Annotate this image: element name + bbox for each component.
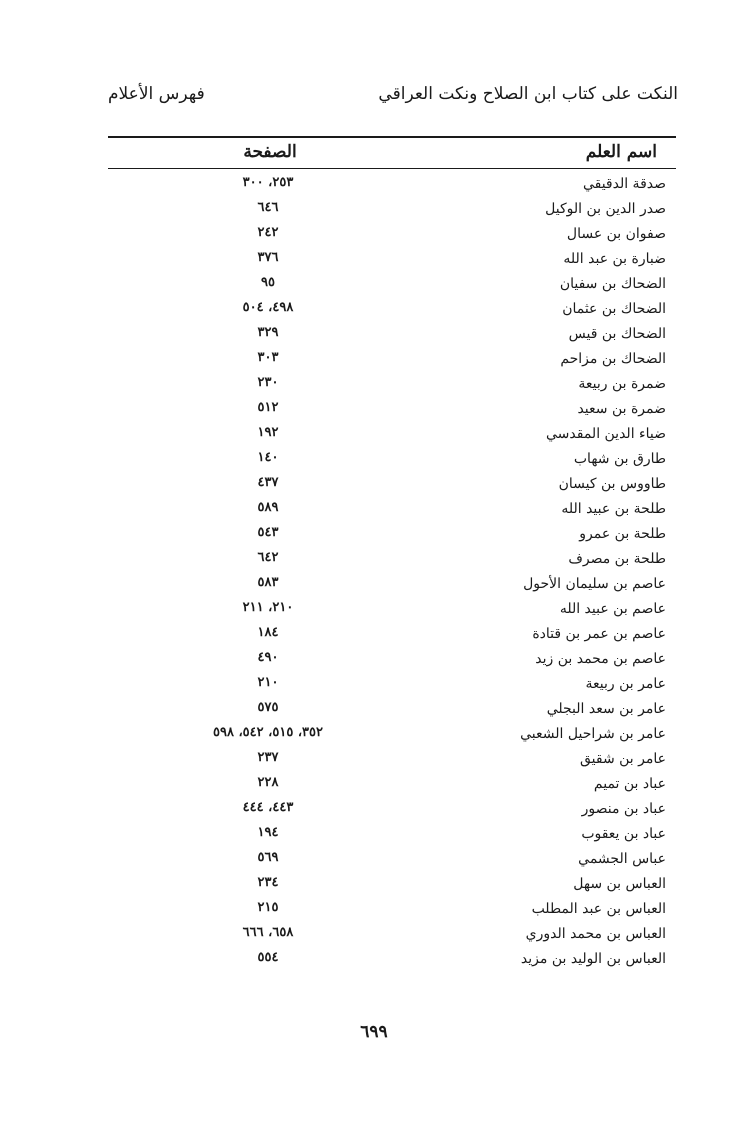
entry-pages: ٦٥٨، ٦٦٦ <box>242 925 294 940</box>
table-row <box>108 697 676 722</box>
table-row <box>108 822 676 847</box>
table-row <box>108 672 676 697</box>
entry-pages: ١٩٤ <box>257 825 279 840</box>
table-row <box>108 497 676 522</box>
table-row <box>108 472 676 497</box>
entry-pages: ٥٨٩ <box>257 500 279 515</box>
table-top-rule <box>108 136 676 138</box>
table-row <box>108 872 676 897</box>
entry-pages: ٥١٢ <box>257 400 279 415</box>
table-row <box>108 347 676 372</box>
entry-name: عامر بن سعد البجلي <box>546 701 666 717</box>
entry-name: ضياء الدين المقدسي <box>546 426 666 442</box>
table-row <box>108 447 676 472</box>
entry-name: عاصم بن عمر بن قتادة <box>532 626 666 642</box>
index-table <box>108 172 676 972</box>
entry-name: عاصم بن سليمان الأحول <box>523 576 666 592</box>
table-row <box>108 647 676 672</box>
table-row <box>108 622 676 647</box>
entry-pages: ٣٢٩ <box>257 325 279 340</box>
page-number: ٦٩٩ <box>360 1022 388 1042</box>
entry-name: ضمرة بن سعيد <box>577 401 666 417</box>
entry-name: طاووس بن كيسان <box>558 476 666 492</box>
table-row <box>108 797 676 822</box>
table-row <box>108 597 676 622</box>
entry-name: عباد بن منصور <box>581 801 666 817</box>
entry-pages: ١٩٢ <box>257 425 279 440</box>
entry-name: صدر الدين بن الوكيل <box>545 201 666 217</box>
section-title: فهرس الأعلام <box>108 84 205 104</box>
entry-name: عباد بن يعقوب <box>581 826 666 842</box>
entry-pages: ١٤٠ <box>257 450 279 465</box>
name-column-header: اسم العلم <box>585 142 657 162</box>
entry-name: عاصم بن محمد بن زيد <box>535 651 666 667</box>
table-row <box>108 272 676 297</box>
entry-pages: ٢٥٣، ٣٠٠ <box>242 175 294 190</box>
entry-pages: ٤٤٣، ٤٤٤ <box>242 800 294 815</box>
table-row <box>108 847 676 872</box>
entry-pages: ٢١٠ <box>257 675 279 690</box>
entry-pages: ٤٩٠ <box>257 650 279 665</box>
table-row <box>108 172 676 197</box>
running-header <box>108 84 678 112</box>
entry-name: عامر بن ربيعة <box>585 676 666 692</box>
table-row <box>108 922 676 947</box>
table-row <box>108 522 676 547</box>
entry-name: الضحاك بن سفيان <box>559 276 666 292</box>
entry-name: صفوان بن عسال <box>566 226 666 242</box>
entry-pages: ٣٠٣ <box>257 350 279 365</box>
entry-pages: ٥٧٥ <box>257 700 279 715</box>
entry-pages: ٢٣٧ <box>257 750 279 765</box>
table-row <box>108 772 676 797</box>
entry-name: طارق بن شهاب <box>573 451 666 467</box>
page-column-header: الصفحة <box>243 142 297 162</box>
entry-name: العباس بن الوليد بن مزيد <box>520 951 666 967</box>
entry-name: طلحة بن عمرو <box>579 526 666 542</box>
entry-pages: ٣٧٦ <box>257 250 279 265</box>
entry-pages: ٢١٠، ٢١١ <box>242 600 294 615</box>
entry-name: الضحاك بن قيس <box>568 326 666 342</box>
entry-pages: ٢٢٨ <box>257 775 279 790</box>
entry-pages: ٢٣٤ <box>257 875 279 890</box>
entry-name: ضمرة بن ربيعة <box>578 376 666 392</box>
table-row <box>108 247 676 272</box>
entry-name: طلحة بن مصرف <box>568 551 666 567</box>
entry-pages: ٤٣٧ <box>257 475 279 490</box>
entry-pages: ٢١٥ <box>257 900 279 915</box>
table-row <box>108 572 676 597</box>
table-row <box>108 547 676 572</box>
entry-name: الضحاك بن مزاحم <box>560 351 666 367</box>
entry-pages: ٢٤٢ <box>257 225 279 240</box>
table-row <box>108 897 676 922</box>
table-row <box>108 222 676 247</box>
table-row <box>108 322 676 347</box>
entry-name: عامر بن شراحيل الشعبي <box>520 726 666 742</box>
entry-pages: ٩٥ <box>261 275 275 290</box>
entry-name: عباد بن تميم <box>593 776 666 792</box>
table-row <box>108 372 676 397</box>
entry-pages: ٥٨٣ <box>257 575 279 590</box>
entry-pages: ٣٥٢، ٥١٥، ٥٤٢، ٥٩٨ <box>212 725 323 740</box>
entry-pages: ٥٦٩ <box>257 850 279 865</box>
entry-name: عامر بن شقيق <box>579 751 666 767</box>
entry-pages: ١٨٤ <box>257 625 279 640</box>
table-row <box>108 397 676 422</box>
entry-name: العباس بن محمد الدوري <box>525 926 666 942</box>
entry-pages: ٥٥٤ <box>257 950 279 965</box>
entry-pages: ٦٤٢ <box>257 550 279 565</box>
entry-name: طلحة بن عبيد الله <box>561 501 666 517</box>
entry-pages: ٥٤٣ <box>257 525 279 540</box>
entry-name: عباس الجشمي <box>578 851 666 867</box>
entry-name: العباس بن عبد المطلب <box>531 901 666 917</box>
table-row <box>108 197 676 222</box>
book-title: النكت على كتاب ابن الصلاح ونكت العراقي <box>378 84 678 104</box>
entry-name: صدقة الدقيقي <box>582 176 666 192</box>
table-row <box>108 422 676 447</box>
table-row <box>108 747 676 772</box>
entry-name: الضحاك بن عثمان <box>562 301 666 317</box>
entry-name: عاصم بن عبيد الله <box>559 601 666 617</box>
entry-pages: ٢٣٠ <box>257 375 279 390</box>
table-row <box>108 722 676 747</box>
entry-name: ضبارة بن عبد الله <box>563 251 666 267</box>
table-row <box>108 947 676 972</box>
entry-name: العباس بن سهل <box>573 876 666 892</box>
table-header-rule <box>108 168 676 169</box>
entry-pages: ٤٩٨، ٥٠٤ <box>242 300 294 315</box>
table-row <box>108 297 676 322</box>
entry-pages: ٦٤٦ <box>257 200 279 215</box>
